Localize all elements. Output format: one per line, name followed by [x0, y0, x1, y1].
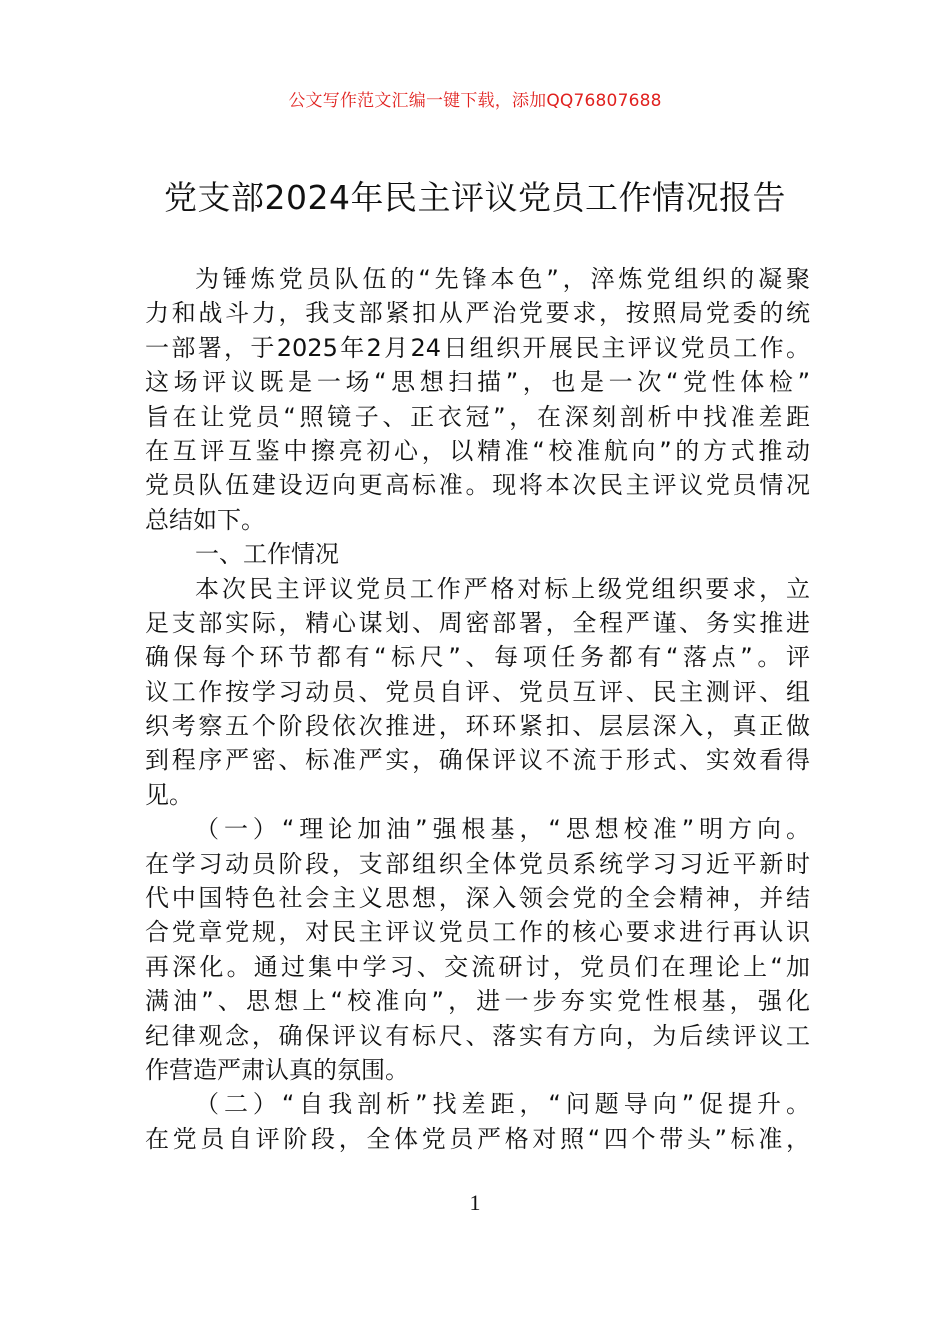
page-number: 1 — [469, 1190, 481, 1215]
paragraph-first-line: 为锤炼党员队伍的“先锋本色”，淬炼党组织的凝聚 — [195, 265, 810, 293]
paragraph-line: 力和战斗力，我支部紧扣从严治党要求，按照局党委的统 — [145, 299, 810, 328]
document-body — [145, 262, 810, 1156]
paragraph-line: 总结如下。 — [145, 505, 265, 534]
paragraph-line: 织考察五个阶段依次推进，环环紧扣、层层深入，真正做 — [145, 712, 810, 741]
paragraph-line: 足支部实际，精心谋划、周密部署，全程严谨、务实推进 — [145, 608, 810, 637]
paragraph-first-line: 本次民主评议党员工作严格对标上级党组织要求，立 — [195, 574, 810, 603]
download-promo-banner: 公文写作范文汇编一键下载，添加QQ76807688 — [288, 91, 662, 111]
paragraph-line: 这场评议既是一场“思想扫描”，也是一次“党性体检” — [145, 368, 810, 397]
paragraph-line: 在学习动员阶段，支部组织全体党员系统学习习近平新时 — [145, 849, 810, 878]
paragraph-line: 合党章党规，对民主评议党员工作的核心要求进行再认识 — [145, 918, 810, 947]
paragraph-line: 作营造严肃认真的氛围。 — [145, 1055, 409, 1084]
paragraph-line: 到程序严密、标准严实，确保评议不流于形式、实效看得 — [145, 746, 810, 775]
paragraph-line: 议工作按学习动员、党员自评、党员互评、民主测评、组 — [145, 677, 810, 706]
paragraph-line: 再深化。通过集中学习、交流研讨，党员们在理论上“加 — [145, 952, 810, 981]
paragraph-line: 确保每个环节都有“标尺”、每项任务都有“落点”。评 — [145, 643, 810, 672]
paragraph-line: 在互评互鉴中擦亮初心，以精准“校准航向”的方式推动 — [145, 436, 810, 465]
paragraph-line: 党员队伍建设迈向更高标准。现将本次民主评议党员情况 — [145, 471, 810, 500]
paragraph-line: 代中国特色社会主义思想，深入领会党的全会精神，并结 — [145, 884, 810, 913]
paragraph-line: 纪律观念，确保评议有标尺、落实有方向，为后续评议工 — [145, 1021, 810, 1050]
paragraph-first-line: （一）“理论加油”强根基，“思想校准”明方向。 — [195, 815, 810, 844]
paragraph-first-line: 一、工作情况 — [195, 540, 339, 569]
paragraph-line: 在党员自评阶段，全体党员严格对照“四个带头”标准， — [145, 1124, 810, 1153]
paragraph-first-line: （二）“自我剖析”找差距，“问题导向”促提升。 — [195, 1090, 810, 1119]
paragraph-line: 见。 — [145, 780, 193, 809]
document-title: 党支部2024年民主评议党员工作情况报告 — [164, 178, 786, 217]
paragraph-line: 满油”、思想上“校准向”，进一步夯实党性根基，强化 — [145, 987, 810, 1016]
paragraph-line: 旨在让党员“照镜子、正衣冠”，在深刻剖析中找准差距 — [145, 402, 810, 431]
paragraph-line: 一部署，于2025年2月24日组织开展民主评议党员工作。 — [145, 333, 810, 362]
